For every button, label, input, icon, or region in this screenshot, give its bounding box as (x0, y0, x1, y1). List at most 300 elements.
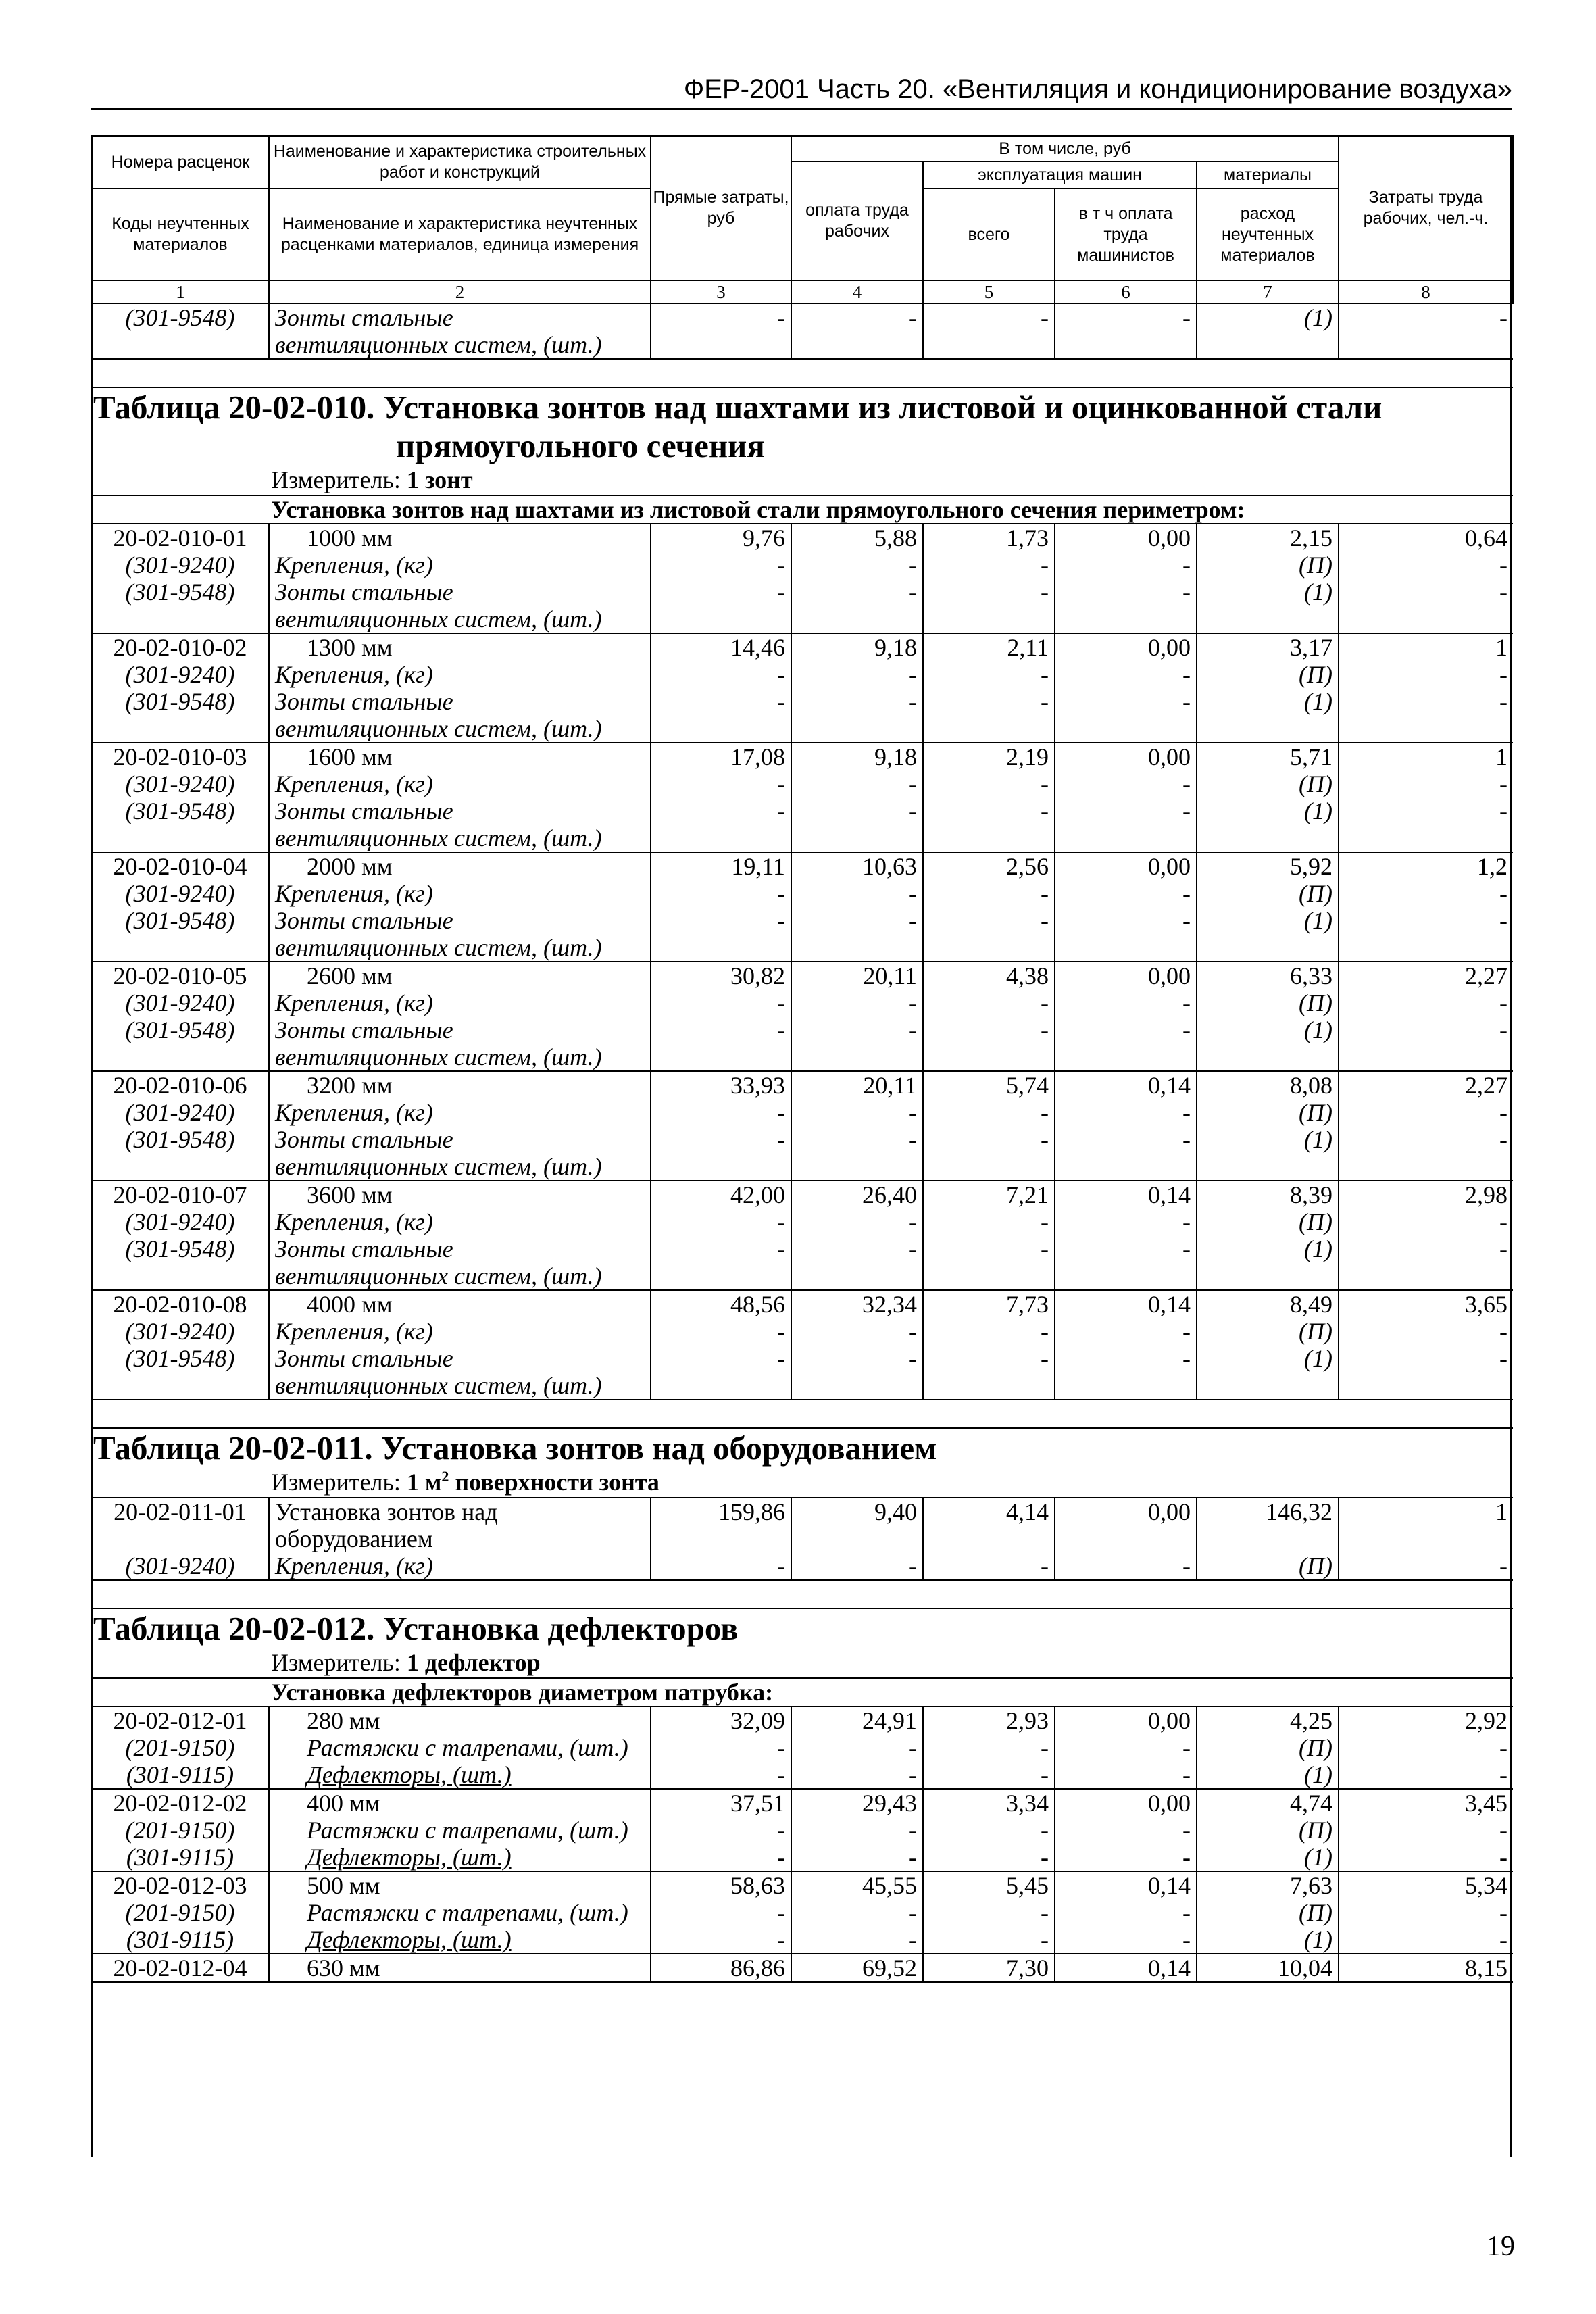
work-name: 1300 мм (269, 633, 651, 661)
material-name-cont: вентиляционных систем, (шт.) (269, 1153, 651, 1181)
subheading: Установка зонтов над шахтами из листовой стали прямоугольного сечения периметром: (92, 495, 1513, 524)
cell-c5: 3,34 (923, 1789, 1055, 1817)
material-code: (301-9548) (125, 688, 235, 715)
cell-c3: 30,82 (651, 962, 791, 989)
cell-c8: - (1339, 1761, 1513, 1789)
cell-c5: 5,74 (923, 1071, 1055, 1099)
cell-c8: - (1339, 1208, 1513, 1235)
material-name: Крепления, (кг) (269, 1552, 651, 1580)
cell-c4: - (791, 1016, 923, 1043)
rate-code: 20-02-010-01 (92, 524, 269, 551)
cell-c5: - (923, 1208, 1055, 1235)
cell-c5: - (923, 551, 1055, 578)
cell-c6: - (1055, 1126, 1197, 1153)
cell-c4: - (791, 1126, 923, 1153)
cell-c7: 146,32 (1197, 1498, 1339, 1525)
material-name: Крепления, (кг) (269, 1099, 651, 1126)
material-code: (301-9115) (126, 1926, 234, 1953)
cell-c6: 0,14 (1055, 1290, 1197, 1318)
col-header-machines-total: всего (923, 189, 1055, 280)
cell-c5: 7,73 (923, 1290, 1055, 1318)
rate-code: 20-02-010-06 (92, 1071, 269, 1099)
cell-c8: - (1339, 1016, 1513, 1043)
cell-c5: - (923, 1235, 1055, 1262)
material-code: (301-9240) (125, 551, 235, 578)
cell-c4: - (791, 989, 923, 1016)
cell-c5: - (923, 1844, 1055, 1871)
col-header-worker-pay: оплата труда рабочих (791, 162, 923, 280)
table-body (92, 303, 1513, 1982)
table-row (92, 1262, 1513, 1290)
cell-c4: 29,43 (791, 1789, 923, 1817)
col-header-material-use: расход неучтенных материалов (1197, 189, 1339, 280)
cell-c5: - (923, 1899, 1055, 1926)
cell-c5: - (923, 1099, 1055, 1126)
cell-c3: - (651, 797, 791, 824)
cell-c3: - (651, 1016, 791, 1043)
table-row (92, 1817, 1513, 1844)
cell-c8: - (1339, 1817, 1513, 1844)
cell-c8: - (1339, 1844, 1513, 1871)
table-row (92, 1926, 1513, 1954)
material-name-cont: вентиляционных систем, (шт.) (269, 934, 651, 962)
header-rule (91, 108, 1512, 110)
material-code: (301-9240) (125, 1318, 235, 1345)
cell-c5: - (923, 989, 1055, 1016)
cell-c7: (П) (1197, 661, 1339, 688)
work-name: 3600 мм (269, 1181, 651, 1208)
material-code: (201-9150) (125, 1817, 235, 1844)
cell-c6: 0,00 (1055, 524, 1197, 551)
cell-c8: - (1339, 578, 1513, 606)
material-name-cont: вентиляционных систем, (шт.) (269, 824, 651, 852)
cell-c7: (1) (1197, 1016, 1339, 1043)
cell-c8: 1 (1339, 743, 1513, 770)
cell-c4: 9,18 (791, 633, 923, 661)
cell-c8: - (1339, 1926, 1513, 1954)
cell-c7: 5,92 (1197, 852, 1339, 880)
cell-c7: 3,17 (1197, 633, 1339, 661)
cell-c7: 10,04 (1197, 1954, 1339, 1982)
material-code: (301-9548) (125, 1235, 235, 1262)
col-header-operator-pay: в т ч оплата труда машинистов (1055, 189, 1197, 280)
cell-c8: - (1339, 1734, 1513, 1761)
cell-c5: - (923, 880, 1055, 907)
cell-c6: - (1055, 1817, 1197, 1844)
cell-c4: - (791, 551, 923, 578)
cell-c5: - (923, 1126, 1055, 1153)
cell-c5: 4,14 (923, 1498, 1055, 1525)
rate-code: 20-02-012-04 (92, 1954, 269, 1982)
cell-c6: - (1055, 1761, 1197, 1789)
cell-c5: 2,56 (923, 852, 1055, 880)
cell-c3: - (651, 661, 791, 688)
cell-c4: - (791, 1099, 923, 1126)
table-row (92, 551, 1513, 578)
cell-c4: 45,55 (791, 1871, 923, 1899)
unit-line (92, 465, 1513, 495)
cell-c6: 0,00 (1055, 743, 1197, 770)
cell-c4: - (791, 1235, 923, 1262)
col-header-material-names: Наименование и характеристика неучтенных расценками материалов, единица измерения (269, 189, 651, 280)
cell-c3: 86,86 (651, 1954, 791, 1982)
subheading: Установка дефлекторов диаметром патрубка: (92, 1678, 1513, 1706)
cell-c3: - (651, 1817, 791, 1844)
col-header-work-name: Наименование и характеристика строительных работ и конструкций (269, 136, 651, 189)
table-011-title-row (92, 1428, 1513, 1467)
cell-c5: 7,30 (923, 1954, 1055, 1982)
table-row (92, 743, 1513, 770)
table-row (92, 1498, 1513, 1525)
material-name: Дефлекторы, (шт.) (269, 1761, 651, 1789)
cell-c7: 7,63 (1197, 1871, 1339, 1899)
cell-c6: - (1055, 578, 1197, 606)
cell-c7: (П) (1197, 1552, 1339, 1580)
table-row (92, 1871, 1513, 1899)
cell-c3: - (651, 1761, 791, 1789)
rate-code: 20-02-010-05 (92, 962, 269, 989)
col-header-including: В том числе, руб (791, 136, 1339, 162)
cell-c6: - (1055, 1318, 1197, 1345)
cell-c7: (1) (1197, 907, 1339, 934)
cell-c3: - (651, 880, 791, 907)
work-name: 2000 мм (269, 852, 651, 880)
cell-c8: 0,64 (1339, 524, 1513, 551)
material-code: (201-9150) (125, 1734, 235, 1761)
cell-c5: - (923, 797, 1055, 824)
table-row (92, 1734, 1513, 1761)
table-row (92, 852, 1513, 880)
table-title-cont: прямоугольного сечения (396, 427, 765, 464)
cell-c4: 5,88 (791, 524, 923, 551)
table-row (92, 1706, 1513, 1734)
cell-c4: - (791, 880, 923, 907)
cell-c6: - (1055, 303, 1197, 331)
cell-c4: 69,52 (791, 1954, 923, 1982)
material-name: Дефлекторы, (шт.) (269, 1926, 651, 1954)
cell-c4: - (791, 1817, 923, 1844)
cell-c6: - (1055, 1926, 1197, 1954)
table-row (92, 331, 1513, 359)
cell-c3: - (651, 1844, 791, 1871)
cell-c6: - (1055, 1734, 1197, 1761)
table-row (92, 1099, 1513, 1126)
material-name-cont: вентиляционных систем, (шт.) (269, 1262, 651, 1290)
cell-c3: 33,93 (651, 1071, 791, 1099)
material-code: (301-9240) (125, 770, 235, 797)
cell-c3: - (651, 688, 791, 715)
cell-c5: 7,21 (923, 1181, 1055, 1208)
rate-code: 20-02-010-04 (92, 852, 269, 880)
table-row (92, 715, 1513, 743)
cell-c3: - (651, 551, 791, 578)
material-name: Крепления, (кг) (269, 661, 651, 688)
table-row (92, 1345, 1513, 1372)
table-row (92, 1208, 1513, 1235)
rate-code: 20-02-012-03 (92, 1871, 269, 1899)
rate-code: 20-02-011-01 (92, 1498, 269, 1525)
cell-c4: - (791, 1318, 923, 1345)
unit-superscript: 2 (441, 1468, 449, 1485)
table-row (92, 1290, 1513, 1318)
cell-c6: 0,00 (1055, 1706, 1197, 1734)
cell-c5: - (923, 1552, 1055, 1580)
col-number-4: 4 (791, 280, 923, 303)
work-name: 3200 мм (269, 1071, 651, 1099)
unit-value: 1 дефлектор (406, 1649, 541, 1676)
material-name-cont: вентиляционных систем, (шт.) (269, 1043, 651, 1071)
material-name: Зонты стальные (269, 1016, 651, 1043)
table-row (92, 1844, 1513, 1871)
table-row (92, 1016, 1513, 1043)
col-number-1: 1 (92, 280, 269, 303)
running-header: ФЕР-2001 Часть 20. «Вентиляция и кондиционирование воздуха» (683, 74, 1512, 104)
material-name: Растяжки с талрепами, (шт.) (269, 1817, 651, 1844)
material-code: (301-9240) (92, 1552, 269, 1580)
cell-c4: 9,40 (791, 1498, 923, 1525)
cell-c6: 0,14 (1055, 1871, 1197, 1899)
cell-c3: - (651, 989, 791, 1016)
cell-c3: 19,11 (651, 852, 791, 880)
rates-table-wrapper (91, 135, 1512, 1983)
work-name: 2600 мм (269, 962, 651, 989)
cell-c8: 2,27 (1339, 962, 1513, 989)
material-name: Крепления, (кг) (269, 989, 651, 1016)
work-name-cont: оборудованием (269, 1525, 651, 1552)
cell-c4: - (791, 303, 923, 331)
material-name-cont: вентиляционных систем, (шт.) (269, 331, 651, 359)
cell-c8: 8,15 (1339, 1954, 1513, 1982)
material-code: (301-9240) (125, 661, 235, 688)
cell-c4: - (791, 1761, 923, 1789)
cell-c4: 9,18 (791, 743, 923, 770)
unit-label: Измеритель: (271, 466, 401, 493)
material-code: (301-9240) (125, 1208, 235, 1235)
table-row (92, 824, 1513, 852)
cell-c8: - (1339, 1899, 1513, 1926)
cell-c4: - (791, 578, 923, 606)
cell-c7: 4,74 (1197, 1789, 1339, 1817)
cell-c8: - (1339, 770, 1513, 797)
col-number-5: 5 (923, 280, 1055, 303)
cell-c7: (П) (1197, 1318, 1339, 1345)
table-row (92, 578, 1513, 606)
material-name-cont: вентиляционных систем, (шт.) (269, 1372, 651, 1400)
cell-c4: - (791, 1345, 923, 1372)
table-row (92, 1761, 1513, 1789)
cell-c4: - (791, 797, 923, 824)
table-row (92, 303, 1513, 331)
cell-c5: 4,38 (923, 962, 1055, 989)
cell-c6: - (1055, 1844, 1197, 1871)
page-number: 19 (1487, 2231, 1515, 2262)
cell-c4: - (791, 1926, 923, 1954)
cell-c3: 159,86 (651, 1498, 791, 1525)
cell-c4: 10,63 (791, 852, 923, 880)
cell-c8: - (1339, 989, 1513, 1016)
table-row (92, 524, 1513, 551)
cell-c3: 14,46 (651, 633, 791, 661)
cell-c6: - (1055, 1235, 1197, 1262)
cell-c8: 2,92 (1339, 1706, 1513, 1734)
cell-c3: - (651, 1926, 791, 1954)
cell-c4: - (791, 688, 923, 715)
material-name: Зонты стальные (269, 578, 651, 606)
cell-c7: (П) (1197, 1734, 1339, 1761)
cell-c4: 24,91 (791, 1706, 923, 1734)
cell-c6: - (1055, 907, 1197, 934)
cell-c3: 17,08 (651, 743, 791, 770)
material-code: (201-9150) (125, 1899, 235, 1926)
material-name: Зонты стальные (269, 907, 651, 934)
cell-c4: - (791, 770, 923, 797)
cell-c8: 1 (1339, 633, 1513, 661)
cell-c8: - (1339, 1318, 1513, 1345)
table-title: Таблица 20-02-010. Установка зонтов над шахтами из листовой и оцинкованной стали (92, 387, 1513, 426)
cell-c4: - (791, 1844, 923, 1871)
cell-c7: 2,15 (1197, 524, 1339, 551)
cell-c7: (П) (1197, 1899, 1339, 1926)
table-row (92, 880, 1513, 907)
cell-c8: 3,65 (1339, 1290, 1513, 1318)
cell-c3: - (651, 1126, 791, 1153)
rate-code: 20-02-012-01 (92, 1706, 269, 1734)
unit-label: Измеритель: (271, 1649, 401, 1676)
table-title: Таблица 20-02-011. Установка зонтов над оборудованием (92, 1428, 1513, 1467)
material-name: Крепления, (кг) (269, 1208, 651, 1235)
col-header-materials: материалы (1197, 162, 1339, 189)
material-name: Дефлекторы, (шт.) (269, 1844, 651, 1871)
cell-c5: - (923, 661, 1055, 688)
cell-c6: - (1055, 770, 1197, 797)
cell-c6: - (1055, 989, 1197, 1016)
material-name-cont: вентиляционных систем, (шт.) (269, 606, 651, 633)
col-number-7: 7 (1197, 280, 1339, 303)
cell-c6: 0,00 (1055, 1498, 1197, 1525)
cell-c8: 3,45 (1339, 1789, 1513, 1817)
cell-c4: 20,11 (791, 1071, 923, 1099)
cell-c5: - (923, 1817, 1055, 1844)
unit-line (92, 1648, 1513, 1678)
table-row (92, 962, 1513, 989)
table-row (92, 633, 1513, 661)
cell-c5: - (923, 1761, 1055, 1789)
col-header-material-codes: Коды неучтенных материалов (92, 189, 269, 280)
table-row (92, 1552, 1513, 1580)
table-row (92, 934, 1513, 962)
cell-c8: 2,27 (1339, 1071, 1513, 1099)
cell-c7: 6,33 (1197, 962, 1339, 989)
cell-c4: - (791, 1208, 923, 1235)
cell-c3: 32,09 (651, 1706, 791, 1734)
cell-c7: (П) (1197, 1099, 1339, 1126)
cell-c4: 32,34 (791, 1290, 923, 1318)
cell-c8: 5,34 (1339, 1871, 1513, 1899)
table-row (92, 1181, 1513, 1208)
material-name: Растяжки с талрепами, (шт.) (269, 1899, 651, 1926)
cell-c3: 48,56 (651, 1290, 791, 1318)
cell-c5: 2,19 (923, 743, 1055, 770)
table-row (92, 989, 1513, 1016)
cell-c3: - (651, 1345, 791, 1372)
work-name: 4000 мм (269, 1290, 651, 1318)
cell-c7: (1) (1197, 303, 1339, 331)
cell-c3: - (651, 1552, 791, 1580)
col-number-3: 3 (651, 280, 791, 303)
rates-table (91, 135, 1514, 1983)
cell-c7: (П) (1197, 770, 1339, 797)
material-code: (301-9548) (125, 797, 235, 824)
material-name: Зонты стальные (269, 1345, 651, 1372)
cell-c6: - (1055, 688, 1197, 715)
cell-c3: - (651, 1235, 791, 1262)
cell-c3: - (651, 1208, 791, 1235)
cell-c7: 5,71 (1197, 743, 1339, 770)
table-012-title-row (92, 1608, 1513, 1648)
material-name: Крепления, (кг) (269, 880, 651, 907)
table-row (92, 1235, 1513, 1262)
material-code: (301-9548) (125, 1345, 235, 1372)
cell-c7: (1) (1197, 688, 1339, 715)
cell-c3: 58,63 (651, 1871, 791, 1899)
cell-c7: 8,08 (1197, 1071, 1339, 1099)
table-title: Таблица 20-02-012. Установка дефлекторов (92, 1608, 1513, 1648)
unit-line (92, 1467, 1513, 1498)
cell-c3: 37,51 (651, 1789, 791, 1817)
cell-c3: - (651, 578, 791, 606)
cell-c3: - (651, 303, 791, 331)
material-name: Зонты стальные (269, 1235, 651, 1262)
cell-c7: (1) (1197, 1126, 1339, 1153)
cell-c6: - (1055, 1099, 1197, 1126)
material-code: (301-9115) (126, 1844, 234, 1871)
material-code: (301-9240) (125, 880, 235, 907)
cell-c7: (П) (1197, 989, 1339, 1016)
unit-label: Измеритель: (271, 1469, 401, 1496)
material-code: (301-9240) (125, 989, 235, 1016)
work-name: 280 мм (269, 1706, 651, 1734)
cell-c8: - (1339, 688, 1513, 715)
cell-c5: - (923, 688, 1055, 715)
cell-c6: - (1055, 1016, 1197, 1043)
table-row (92, 1954, 1513, 1982)
cell-c4: - (791, 907, 923, 934)
cell-c7: (1) (1197, 797, 1339, 824)
table-row (92, 797, 1513, 824)
table-010-title-row (92, 387, 1513, 426)
table-row (92, 1525, 1513, 1552)
work-name: 630 мм (269, 1954, 651, 1982)
table-row (92, 1153, 1513, 1181)
cell-c4: - (791, 1899, 923, 1926)
cell-c3: - (651, 907, 791, 934)
material-name: Крепления, (кг) (269, 770, 651, 797)
cell-c4: - (791, 1552, 923, 1580)
table-row (92, 1126, 1513, 1153)
cell-c3: - (651, 1734, 791, 1761)
unit-value-rest: поверхности зонта (455, 1469, 659, 1496)
work-name: 1000 мм (269, 524, 651, 551)
col-number-8: 8 (1339, 280, 1513, 303)
cell-c6: - (1055, 797, 1197, 824)
unit-value: 1 м (406, 1469, 442, 1496)
col-number-2: 2 (269, 280, 651, 303)
cell-c3: 42,00 (651, 1181, 791, 1208)
table-row (92, 1318, 1513, 1345)
col-header-machines: эксплуатация машин (923, 162, 1197, 189)
cell-c8: - (1339, 1235, 1513, 1262)
cell-c7: 8,39 (1197, 1181, 1339, 1208)
